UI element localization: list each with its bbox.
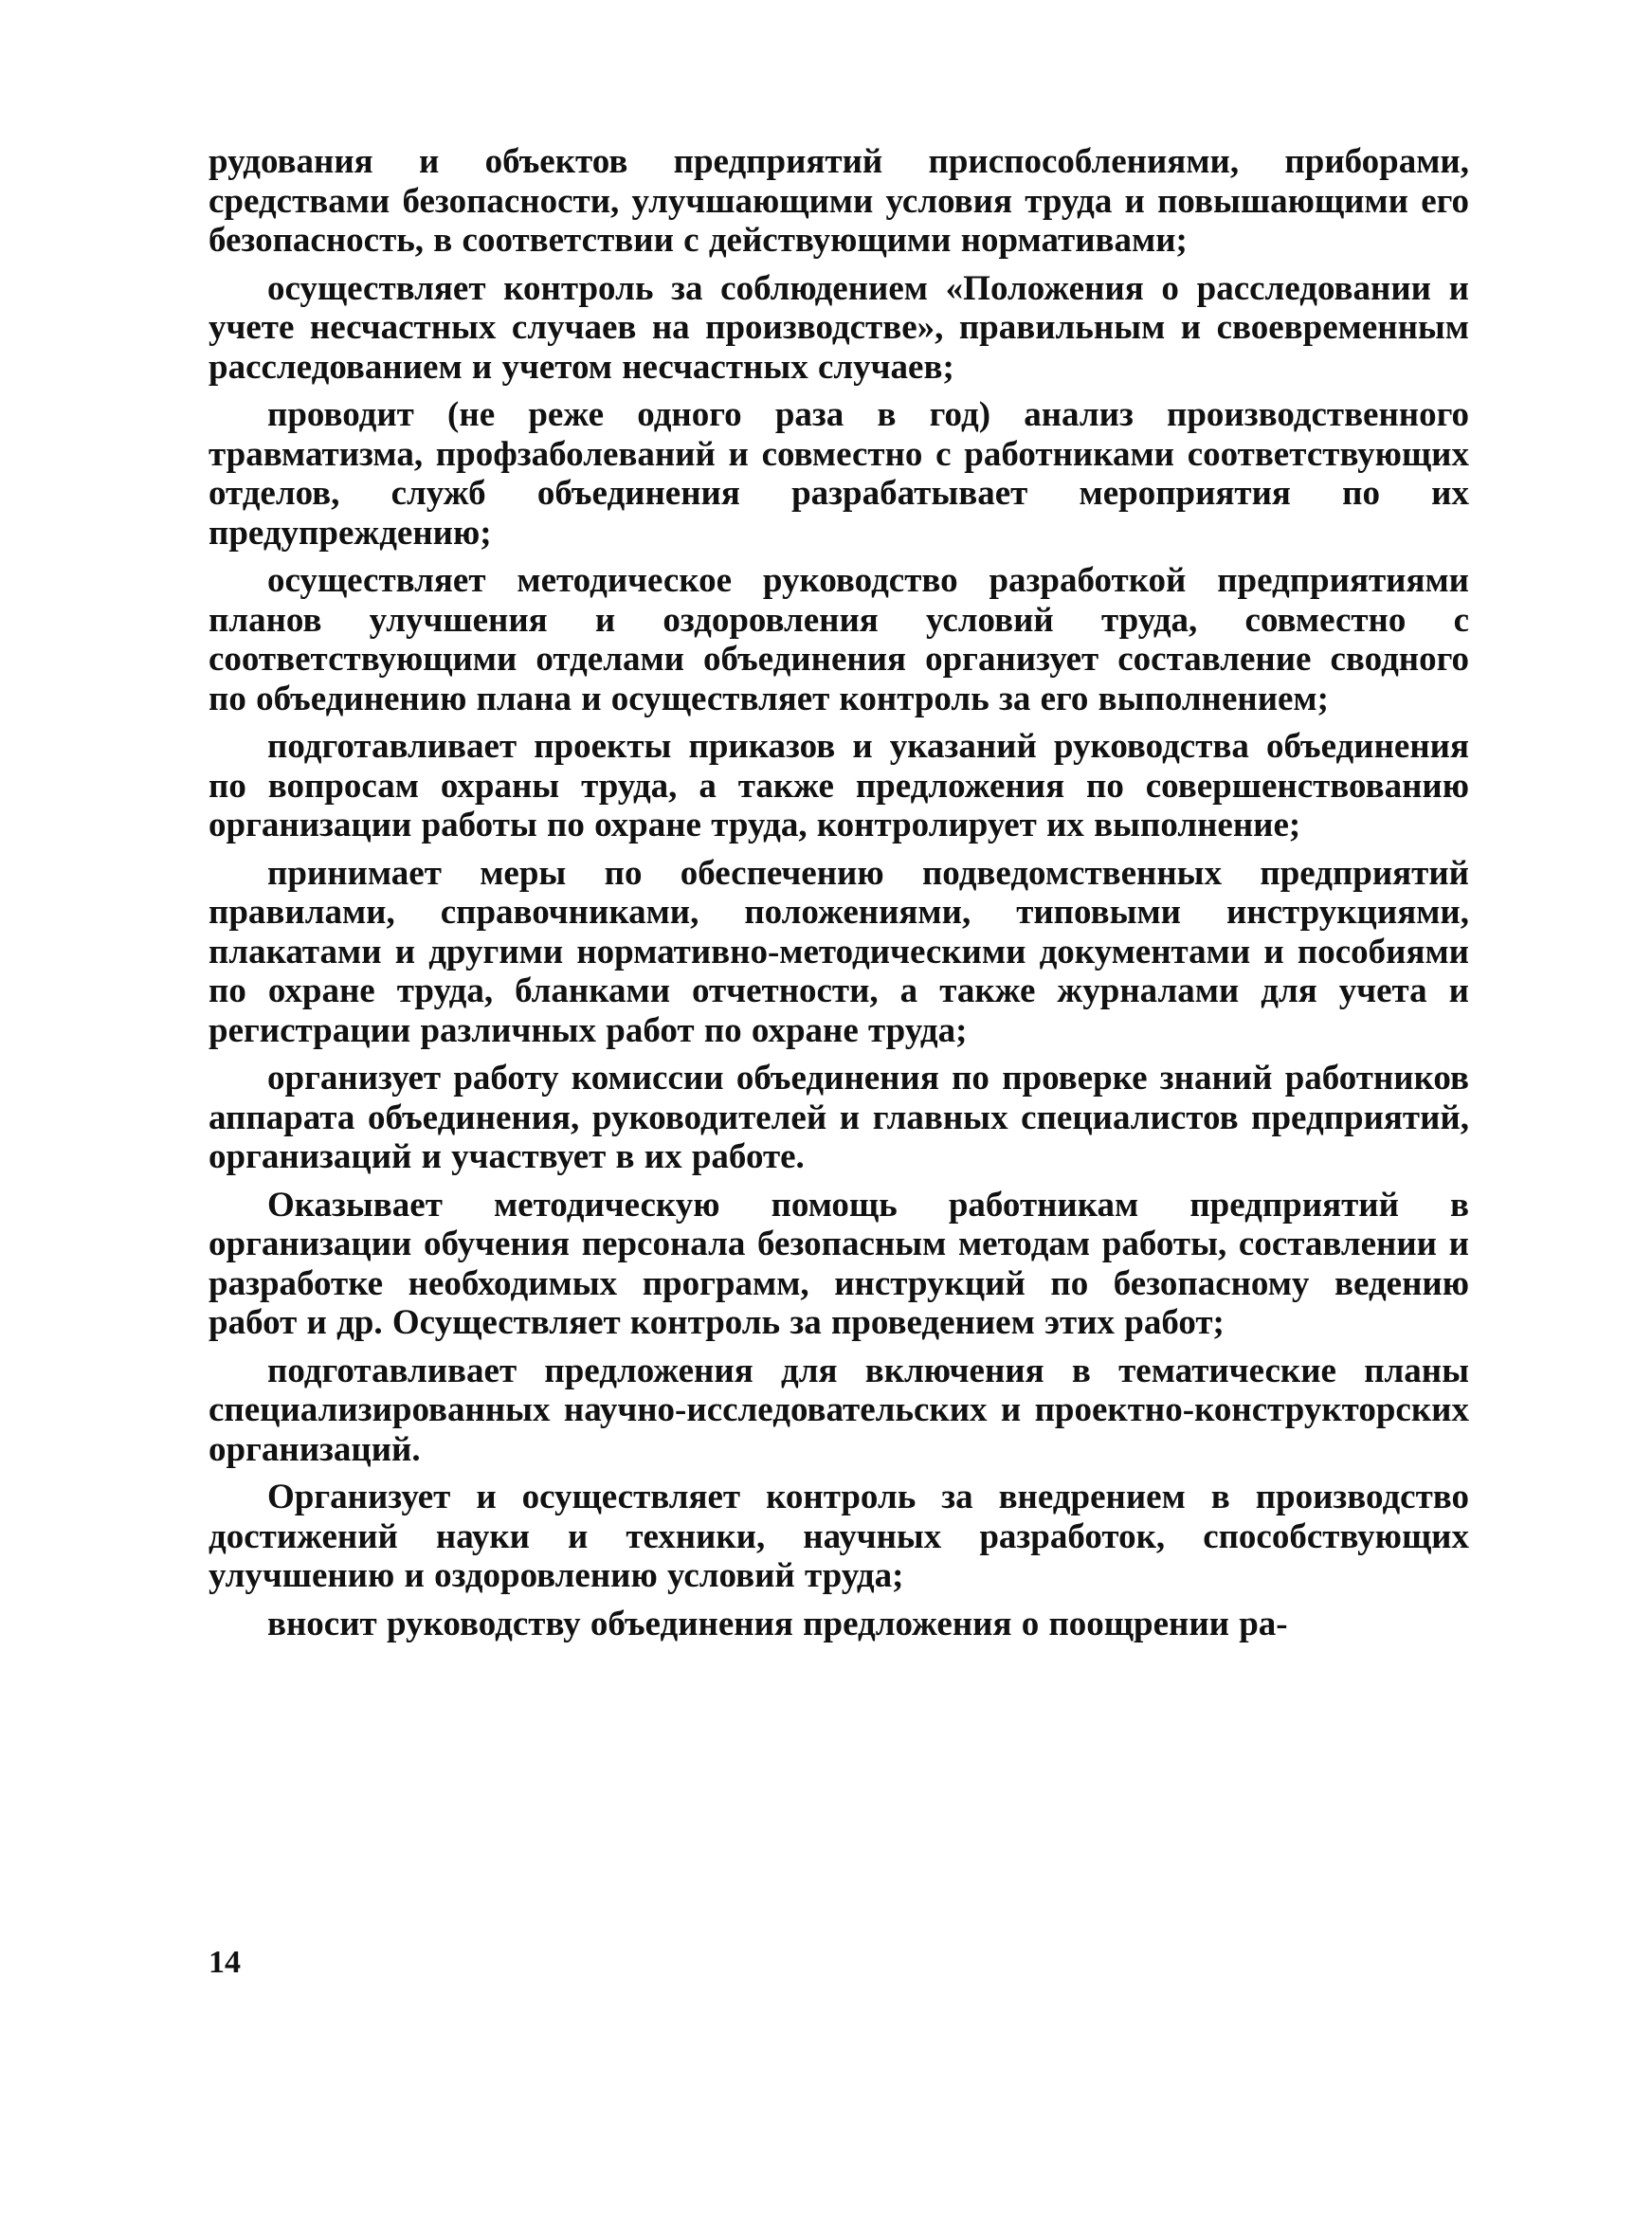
paragraph-7: организует работу комиссии объединения по проверке знаний работников аппарата объединения, руководителей и главных специалистов предприятий, организаций и участвует в их работе. bbox=[209, 1059, 1469, 1176]
paragraph-1: рудования и объектов предприятий приспособлениями, приборами, средствами безопасности, улучшающими условия труда и повышающими его безопасность, в соответствии с действующими нормативами; bbox=[209, 142, 1469, 260]
paragraph-2: осуществляет контроль за соблюдением «Положения о расследовании и учете несчастных случаев на производстве», правильным и своевременным расследованием и учетом несчастных случаев; bbox=[209, 268, 1469, 387]
paragraph-11: вносит руководству объединения предложения о поощрении ра- bbox=[267, 1604, 1288, 1643]
paragraph-9: подготавливает предложения для включения в тематические планы специализированных научно-исследовательских и проектно-конструкторских организаций. bbox=[209, 1351, 1469, 1469]
paragraph-6: принимает меры по обеспечению подведомственных предприятий правилами, справочниками, положениями, типовыми инструкциями, плакатами и другими нормативно-методическими документами и пособиями по охране труда, бланками отчетности, а также журналами для учета и регистрации различных работ по охране труда; bbox=[209, 853, 1469, 1050]
paragraph-3: проводит (не реже одного раза в год) анализ производственного травматизма, профзаболеваний и совместно с работниками соответствующих отделов, служб объединения разрабатывает мероприятия по их предупреждению; bbox=[209, 395, 1469, 553]
page-number: 14 bbox=[209, 1945, 241, 1980]
document-body bbox=[209, 142, 1469, 1652]
paragraph-4: осуществляет методическое руководство разработкой предприятиями планов улучшения и оздоровления условий труда, совместно с соответствующими отделами объединения организует составление сводного по объединению плана и осуществляет контроль за его выполнением; bbox=[209, 561, 1469, 718]
paragraph-10: Организует и осуществляет контроль за внедрением в производство достижений науки и техники, научных разработок, способствующих улучшению и оздоровлению условий труда; bbox=[209, 1478, 1469, 1595]
paragraph-8: Оказывает методическую помощь работникам предприятий в организации обучения персонала безопасным методам работы, составлении и разработке необходимых программ, инструкций по безопасному ведению работ и др. Осуществляет контроль за проведением этих работ; bbox=[209, 1185, 1469, 1342]
paragraph-5: подготавливает проекты приказов и указаний руководства объединения по вопросам охраны труда, а также предложения по совершенствованию организации работы по охране труда, контролирует их выполнение; bbox=[209, 727, 1469, 844]
